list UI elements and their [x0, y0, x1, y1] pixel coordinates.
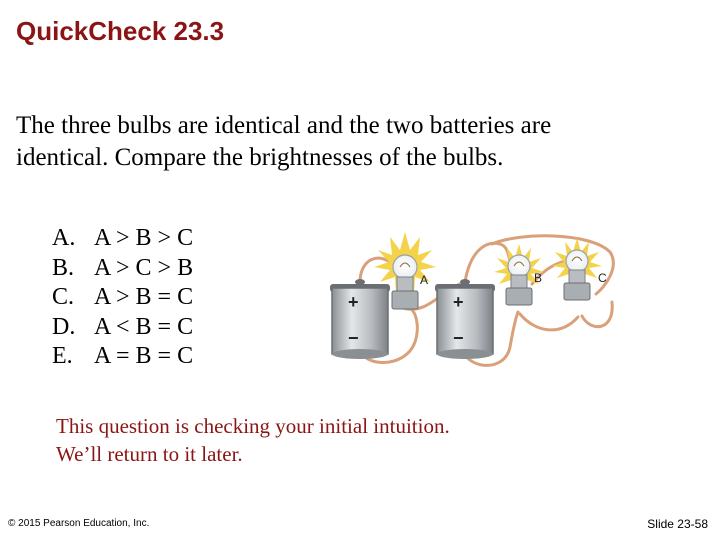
bulb-label-c: C: [598, 271, 607, 285]
plus-sign: +: [348, 292, 359, 312]
option-d: [52, 313, 193, 343]
copyright-text: © 2015 Pearson Education, Inc.: [8, 518, 150, 529]
battery-left: [330, 279, 390, 359]
question-line-1: The three bulbs are identical and the two batteries are: [16, 112, 552, 139]
option-letter: A.: [52, 225, 76, 251]
slide-title: QuickCheck 23.3: [16, 16, 225, 46]
option-letter: C.: [52, 284, 75, 310]
option-letter: D.: [52, 313, 76, 340]
note-line-2: We’ll return to it later.: [56, 442, 243, 466]
bulb-c: [564, 250, 607, 300]
circuit-figure: [320, 222, 620, 382]
bulb-label-a: A: [420, 273, 429, 287]
option-text: A > B > C: [94, 225, 194, 251]
question-line-2: identical. Compare the brightnesses of the bulbs.: [16, 144, 504, 171]
option-text: A > B = C: [94, 284, 194, 310]
minus-sign: −: [348, 328, 359, 348]
option-e: [52, 342, 193, 372]
battery-right: [435, 279, 495, 359]
option-text: A > C > B: [94, 254, 194, 281]
question-text: [16, 110, 696, 174]
plus-sign: +: [453, 292, 464, 312]
intuition-note: [56, 412, 450, 468]
note-line-1: This question is checking your initial intuition.: [56, 414, 450, 438]
bulb-label-b: B: [534, 271, 543, 285]
minus-sign: −: [453, 328, 464, 348]
slide-number: Slide 23-58: [647, 517, 708, 531]
option-letter: B.: [52, 254, 75, 281]
answer-options: [52, 224, 193, 372]
option-a: [52, 224, 193, 254]
option-text: A < B = C: [94, 313, 194, 340]
option-letter: E.: [52, 343, 73, 369]
option-b: [52, 254, 193, 284]
option-c: [52, 283, 193, 313]
option-text: A = B = C: [94, 343, 194, 369]
